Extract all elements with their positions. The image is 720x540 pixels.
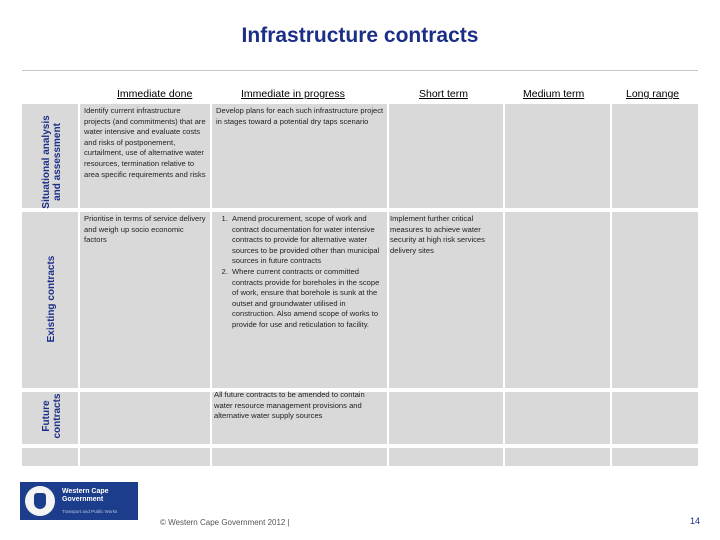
row-label-future: [41, 376, 65, 456]
western-cape-government-logo: [20, 482, 138, 520]
column-header-immediate-in-progress: Immediate in progress: [241, 88, 345, 100]
column-header-long-range: Long range: [626, 88, 680, 100]
title-divider: [22, 70, 698, 71]
logo-line: Western Cape: [62, 488, 109, 495]
page-number: 14: [690, 516, 701, 526]
column-separator: [610, 104, 612, 466]
column-separator: [387, 104, 389, 466]
crest-icon: [25, 486, 55, 516]
row-label-situational: [41, 97, 65, 227]
column-header-short-term: Short term: [419, 88, 469, 100]
blank-row-band: [22, 448, 698, 466]
row-label-line: Situational analysis: [41, 115, 52, 209]
copyright-footer: © Western Cape Government 2012 |: [160, 518, 290, 527]
logo-tagline: Transport and Public Works: [62, 509, 118, 514]
list-item: 1. Amend procurement, scope of work and contract documentation for water intensive contracts to provide for alternative water sources to be provided other than municipal sources in future contracts: [230, 214, 384, 267]
column-header-immediate-done: Immediate done: [117, 88, 193, 100]
cell-existing-short-term: Implement further critical measures to achieve water security at high risk services delivery sites: [390, 214, 485, 255]
page-title: Infrastructure contracts: [241, 24, 479, 47]
row-label-line: Future: [41, 400, 52, 432]
column-separator: [78, 104, 80, 466]
row-label-line: and assessment: [52, 123, 63, 201]
logo-line: Government: [62, 496, 104, 503]
column-header-medium-term: Medium term: [523, 88, 585, 100]
cell-situational-in-progress: Develop plans for each such infrastructure project in stages toward a potential dry taps scenario: [216, 106, 384, 126]
row-label-line: Existing contracts: [46, 255, 57, 343]
cell-situational-done: Identify current infrastructure projects (and commitments) that are water intensive and evaluate costs and risks of postponement, curtailment, use of alternative water resources, termination relative to area specific requirements and risks: [84, 106, 206, 179]
column-separator: [503, 104, 505, 466]
cell-future-in-progress: All future contracts to be amended to contain water resource management provisions and alternative water supply sources: [214, 390, 365, 421]
column-separator: [210, 104, 212, 466]
row-label-line: contracts: [52, 393, 63, 439]
list-item: 2. Where current contracts or committed contracts provide for boreholes in the scope of work, ensure that borehole is sunk at the outset and groundwater utilised in construction. Also amend scope of works to provide for use and reticulation to facility.: [230, 267, 384, 331]
cell-existing-in-progress-list: [214, 214, 384, 331]
cell-existing-done: Prioritise in terms of service delivery and weigh up socio economic factors: [84, 214, 206, 245]
row-label-existing: [46, 234, 60, 364]
